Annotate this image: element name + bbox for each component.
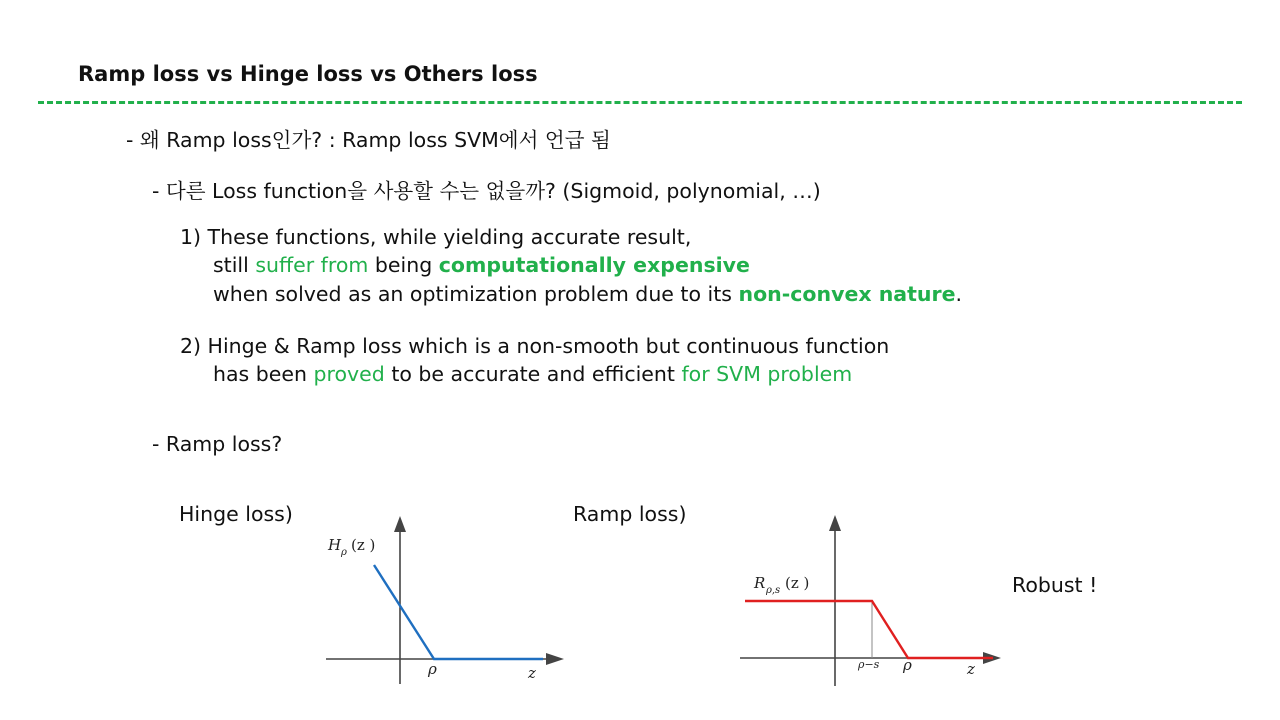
point1-line1: 1) These functions, while yielding accurate result, (180, 225, 692, 249)
hinge-y-axis-arrow (394, 516, 406, 532)
point1-line2 (213, 253, 750, 277)
bullet-ramp-loss-question: - Ramp loss? (152, 432, 283, 456)
point1-text-period: . (955, 282, 963, 306)
ramp-ylabel-arg: (z ) (785, 574, 810, 592)
point1-line3 (213, 282, 962, 306)
ramp-tick-rho: ρ (903, 656, 912, 674)
ramp-loss-curve (745, 601, 993, 658)
point2-text-for-svm-problem: for SVM problem (681, 362, 853, 386)
point2-line1: 2) Hinge & Ramp loss which is a non-smooth but continuous function (180, 334, 890, 358)
slide-title: Ramp loss vs Hinge loss vs Others loss (78, 62, 538, 86)
ramp-tick-rho-minus-s: ρ−s (858, 658, 880, 671)
hinge-loss-figure (300, 510, 580, 690)
ramp-loss-label: Ramp loss) (573, 502, 687, 526)
ramp-ylabel-sub: ρ,s (766, 585, 781, 596)
point2-line2 (213, 362, 852, 386)
point1-text-still: still (213, 253, 256, 277)
ramp-xlabel: z (967, 660, 975, 678)
hinge-ylabel-sub: ρ (341, 547, 347, 558)
point1-text-computationally-expensive: computationally expensive (438, 253, 750, 277)
bullet-why-ramp-loss: - 왜 Ramp loss인가? : Ramp loss SVM에서 언급 됨 (126, 128, 611, 152)
point2-text-has-been: has been (213, 362, 314, 386)
hinge-ylabel-main: H (328, 536, 342, 554)
ramp-ylabel-main: R (754, 574, 766, 592)
hinge-xlabel: z (528, 664, 536, 682)
hinge-loss-label: Hinge loss) (179, 502, 293, 526)
robust-label: Robust ! (1012, 573, 1098, 597)
ramp-loss-figure (730, 510, 1010, 690)
hinge-tick-rho: ρ (428, 660, 437, 678)
ramp-y-axis-arrow (829, 515, 841, 531)
title-divider (38, 101, 1242, 104)
bullet-other-loss-functions: - 다른 Loss function을 사용할 수는 없을까? (Sigmoid, polynomial, …) (152, 179, 821, 203)
point2-text-proved: proved (313, 362, 385, 386)
point1-text-when-solved: when solved as an optimization problem due to its (213, 282, 739, 306)
point2-text-accurate-efficient: to be accurate and efficient (384, 362, 682, 386)
point1-text-being: being (368, 253, 439, 277)
point1-text-suffer-from: suffer from (255, 253, 369, 277)
hinge-x-axis-arrow (546, 653, 564, 665)
point1-text-non-convex-nature: non-convex nature (738, 282, 956, 306)
hinge-ylabel-arg: (z ) (351, 536, 376, 554)
